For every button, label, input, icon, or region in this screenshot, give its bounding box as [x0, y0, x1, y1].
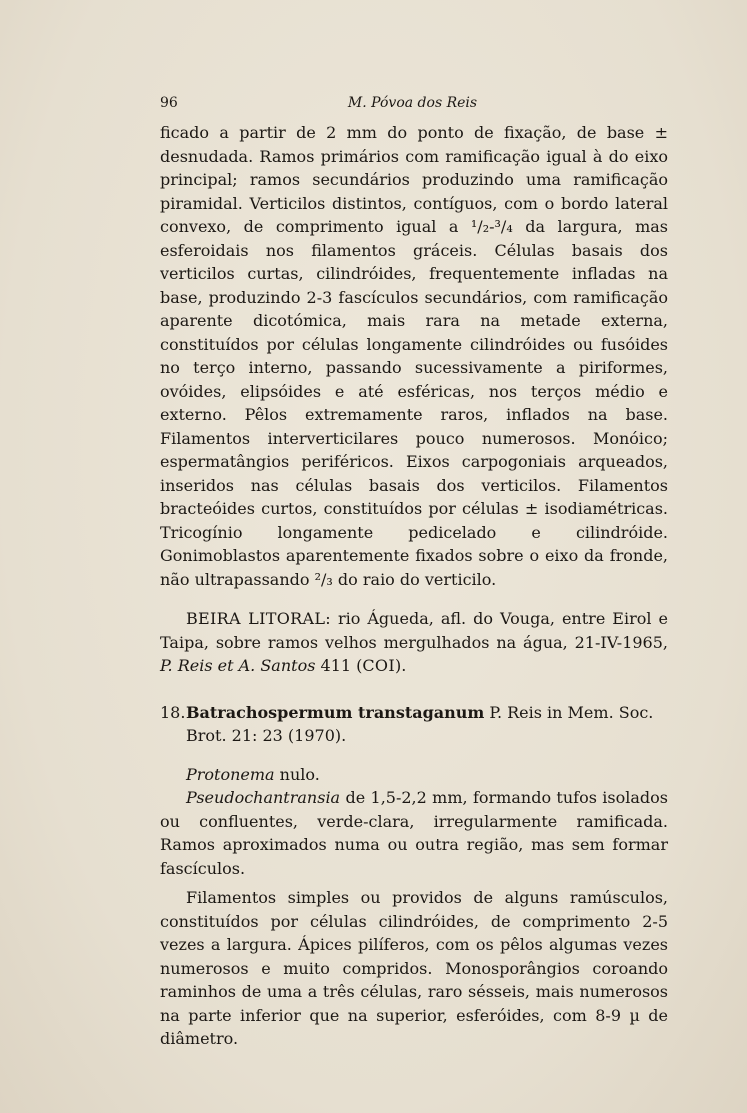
specimen-citation [160, 607, 668, 678]
species-name: Batrachospermum transtaganum [186, 702, 485, 722]
description-paragraph: ficado a partir de 2 mm do ponto de fixação, de base ± desnudada. Ramos primários com ramificação igual à do eixo principal; ramos secundários produzindo uma ramificação piramidal. Verticilos distintos, contíguos, com o bordo lateral convexo, de comprimento igual a ¹/₂-³/₄ da largura, mas esferoidais nos filamentos gráceis. Células basais dos verticilos curtas, cilindróides, frequentemente infladas na base, produzindo 2-3 fascículos secundários, com ramificação aparente dicotómica, mais rara na metade externa, constituídos por células longamente cilindróides ou fusóides no terço interno, passando sucessivamente a piriformes, ovóides, elipsóides e até esféricas, nos terços médio e externo. Pêlos extremamente raros, inflados na base. Filamentos interverticilares pouco numerosos. Monóico; espermatângios periféricos. Eixos carpogoniais arqueados, inseridos nas células basais dos verticilos. Filamentos bracteóides curtos, constituídos por células ± isodiamétricas. Tricogínio longamente pedicelado e cilindróide. Gonimoblastos aparentemente fixados sobre o eixo da fronde, não ultrapassando ²/₃ do raio do verticilo. [160, 123, 668, 589]
specimen-number: 411 ( [315, 656, 363, 675]
protonema-term: Protonema [186, 764, 275, 784]
herbarium-code: COI [362, 656, 395, 675]
specimen-collectors: P. Reis et A. Santos [160, 656, 316, 675]
page-body [160, 121, 668, 1051]
protonema-text: nulo. [274, 764, 320, 784]
species-citation: P. Reis in Mem. Soc. Brot. 21: 23 (1970). [186, 702, 654, 745]
pseudochantransia-term: Pseudochantransia [186, 788, 341, 807]
entry-number: 18. [160, 702, 186, 722]
running-head: M. Póvoa dos Reis [347, 95, 478, 111]
specimen-locality: rio Águeda, afl. do Vouga, entre Eirol e Taipa, sobre ramos velhos mergulhados na água, 21-IV-1965, [160, 609, 668, 652]
pseudochantransia-paragraph [160, 786, 668, 880]
page-header [160, 95, 665, 117]
protonema-paragraph [160, 763, 668, 787]
filaments-paragraph: Filamentos simples ou providos de alguns ramúsculos, constituídos por células cilindróides, de comprimento 2-5 vezes a largura. Ápices pilíferos, com os pêlos algumas vezes numerosos e muito compridos. Monosporângios coroando raminhos de uma a três células, raro sésseis, mais numerosos na parte inferior que na superior, esferóides, com 8-9 µ de diâmetro. [160, 888, 668, 1048]
species-entry [160, 701, 668, 748]
region-label: BEIRA LITORAL: [186, 609, 331, 628]
pseudochantransia-text: de 1,5-2,2 mm, formando tufos isolados ou confluentes, verde-clara, irregularmente ramificada. Ramos aproximados numa ou outra região, mas sem formar fascículos. [160, 788, 668, 878]
specimen-end: ). [394, 656, 407, 675]
page-number: 96 [160, 95, 178, 111]
